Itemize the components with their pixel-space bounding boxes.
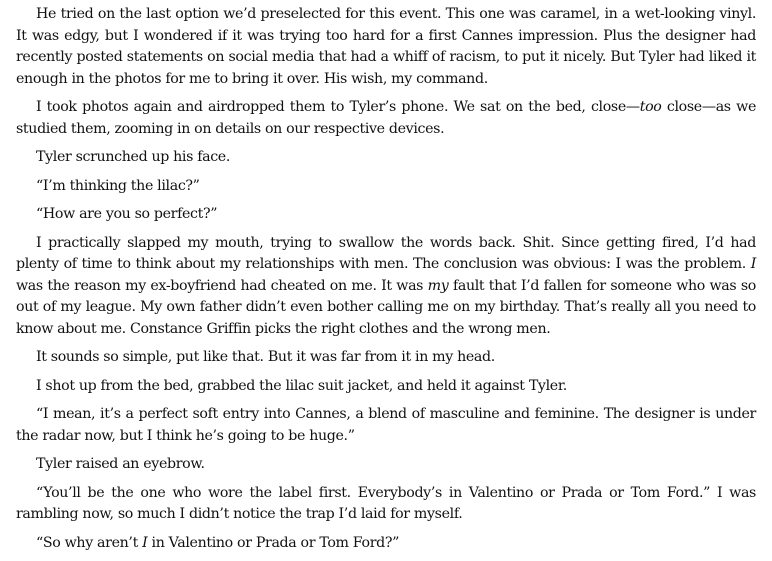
text-segment: in Valentino or Prada or Tom Ford?”: [147, 534, 400, 551]
paragraph: [0, 404, 772, 447]
document-page: [0, 4, 772, 561]
paragraph: [0, 376, 772, 398]
text-segment: Tyler scrunched up his face.: [36, 149, 231, 165]
paragraph: [0, 4, 772, 90]
paragraph: [0, 233, 772, 341]
text-segment: “So why aren’t: [36, 534, 143, 551]
italic-text-segment: too: [639, 99, 662, 115]
text-segment: “How are you so perfect?”: [36, 206, 218, 222]
italic-text-segment: I: [142, 534, 148, 551]
paragraph: [0, 347, 772, 369]
paragraph: [0, 204, 772, 226]
text-segment: He tried on the last option we’d preselected for this event. This one was caramel, in a wet-looking vinyl. It was edgy, but I wondered if it was trying too hard for a first Cannes impression. Plus the designer had recently posted statements on social media that had a whiff of racism, to put it nicely. But Tyler had liked it enough in the photos for me to bring it over. His wish, my command.: [16, 6, 756, 87]
text-segment: “I mean, it’s a perfect soft entry into Cannes, a blend of masculine and feminine. The designer is under the radar now, but I think he’s going to be huge.”: [16, 406, 756, 444]
italic-text-segment: my: [427, 277, 449, 294]
text-segment: I took photos again and airdropped them to Tyler’s phone. We sat on the bed, close—: [36, 99, 640, 115]
paragraph: [0, 454, 772, 476]
text-segment: It sounds so simple, put like that. But it was far from it in my head.: [36, 349, 495, 365]
text-segment: “You’ll be the one who wore the label first. Everybody’s in Valentino or Prada or Tom Ford.” I was rambling now, so much I didn’t notice the trap I’d laid for myself.: [16, 484, 756, 522]
text-segment: was the reason my ex-boyfriend had cheated on me. It was: [16, 277, 428, 294]
paragraph: [0, 533, 772, 555]
paragraph: [0, 147, 772, 169]
paragraph: [0, 176, 772, 198]
text-segment: I practically slapped my mouth, trying to swallow the words back. Shit. Since getting fired, I’d had plenty of time to think about my relationships with men. The conclusion was obvious: I was the problem.: [16, 234, 756, 272]
text-segment: close—as we studied them, zooming in on details on our respective devices.: [16, 99, 756, 137]
text-segment: I shot up from the bed, grabbed the lilac suit jacket, and held it against Tyler.: [36, 377, 567, 394]
paragraph: [0, 483, 772, 526]
text-segment: “I’m thinking the lilac?”: [36, 177, 200, 194]
paragraph: [0, 97, 772, 140]
text-segment: Tyler raised an eyebrow.: [36, 456, 205, 472]
text-segment: fault that I’d fallen for someone who was so out of my league. My own father didn’t even bother calling me on my birthday. That’s really all you need to know about me. Constance Griffin picks the right clothes and the wrong men.: [16, 277, 756, 337]
italic-text-segment: I: [750, 256, 756, 272]
